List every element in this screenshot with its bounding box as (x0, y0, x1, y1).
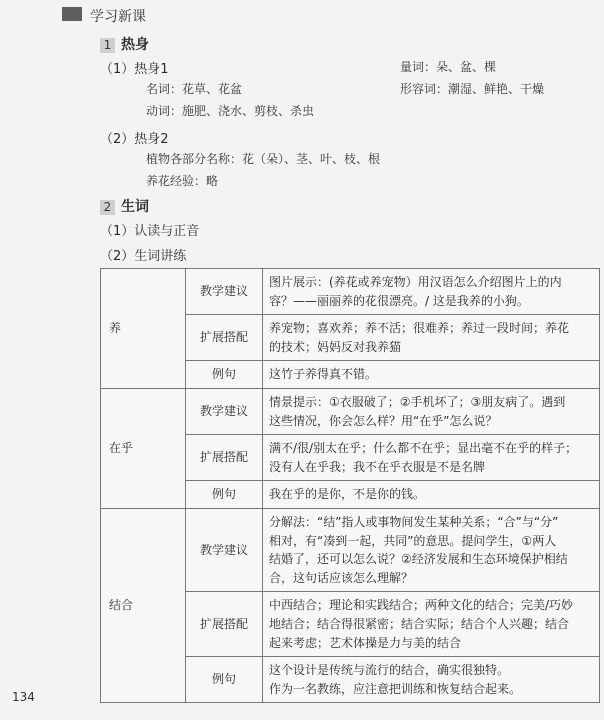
section2-item1: （1）认读与正音 (100, 224, 200, 239)
content-line: 这个设计是传统与流行的结合，确实很独特。 (269, 663, 510, 678)
row-content (263, 592, 600, 657)
section1-number: 1 (100, 38, 115, 53)
section2-item2: （2）生词讲练 (100, 249, 187, 264)
section2-number: 2 (100, 200, 115, 215)
row-type: 教学建议 (186, 388, 263, 434)
vocab-word: 结合 (101, 508, 186, 702)
table-row (101, 269, 600, 315)
header-marker-icon (62, 7, 82, 21)
section1-title: 热身 (121, 37, 149, 53)
content-line: 起来考虑；艺术体操是力与美的结合 (269, 635, 462, 650)
warmup1-label: （1）热身1 (100, 62, 169, 77)
content-line: 分解法：“结”指人或事物间发生某种关系；“合”与“分” (269, 514, 559, 529)
content-line: 我在乎的是你，不是你的钱。 (269, 487, 426, 502)
row-type: 扩展搭配 (186, 435, 263, 481)
content-line: 情景提示：①衣服破了；②手机坏了；③朋友病了。遇到 (269, 394, 566, 409)
table-row (101, 508, 600, 591)
content-line: 这竹子养得真不错。 (269, 367, 378, 382)
row-content (263, 361, 600, 389)
warmup2-label: （2）热身2 (100, 132, 169, 147)
row-content (263, 657, 600, 703)
row-content (263, 269, 600, 315)
warmup1-adjectives: 形容词：潮湿、鲜艳、干燥 (400, 82, 545, 96)
vocab-word: 在乎 (101, 388, 186, 508)
row-content (263, 508, 600, 591)
row-type: 教学建议 (186, 269, 263, 315)
warmup1-measure-words: 量词：朵、盆、棵 (400, 60, 497, 74)
content-line: 这些情况，你会怎么样？用“在乎”怎么说？ (269, 413, 498, 428)
row-type: 例句 (186, 657, 263, 703)
content-line: 相对，有“凑到一起，共同”的意思。提问学生，①两人 (269, 533, 557, 548)
warmup1-verbs: 动词：施肥、浇水、剪枝、杀虫 (146, 104, 315, 118)
section2-heading (100, 196, 149, 216)
row-type: 扩展搭配 (186, 315, 263, 361)
content-line: 养宠物；喜欢养；养不活；很难养；养过一段时间；养花 (269, 321, 570, 336)
content-line: 图片展示：(养花或养宠物）用汉语怎么介绍图片上的内 (269, 275, 562, 289)
vocab-word: 养 (101, 269, 186, 389)
content-line: 没有人在乎我；我不在乎衣服是不是名牌 (269, 459, 486, 474)
row-content (263, 388, 600, 434)
content-line: 满不/很/别太在乎；什么都不在乎；显出毫不在乎的样子； (269, 441, 578, 456)
row-type: 例句 (186, 361, 263, 389)
row-content (263, 435, 600, 481)
row-content (263, 481, 600, 509)
content-line: 地结合；结合得很紧密；结合实际；结合个人兴趣；结合 (269, 616, 570, 631)
table-row (101, 388, 600, 434)
section2-title: 生词 (121, 199, 149, 215)
warmup1-nouns: 名词：花草、花盆 (146, 82, 243, 96)
page-number: 134 (12, 690, 35, 704)
content-line: 合，这句话应该怎么理解？ (269, 570, 414, 585)
content-line: 的技术；妈妈反对我养猫 (269, 339, 402, 354)
row-type: 扩展搭配 (186, 592, 263, 657)
row-type: 例句 (186, 481, 263, 509)
row-content (263, 315, 600, 361)
warmup2-experience: 养花经验：略 (146, 174, 219, 188)
header-title: 学习新课 (90, 9, 146, 25)
row-type: 教学建议 (186, 508, 263, 591)
vocab-table (100, 268, 600, 703)
content-line: 作为一名教练，应注意把训练和恢复结合起来。 (269, 681, 522, 696)
content-line: 结婚了，还可以怎么说？②经济发展和生态环境保护相结 (269, 552, 568, 567)
content-line: 容？——丽丽养的花很漂亮。/ 这是我养的小狗。 (269, 293, 529, 308)
section1-heading (100, 34, 149, 54)
content-line: 中西结合；理论和实践结合；两种文化的结合；完美/巧妙 (269, 598, 574, 613)
warmup2-plant-parts: 植物各部分名称：花（朵）、茎、叶、枝、根 (146, 152, 381, 166)
